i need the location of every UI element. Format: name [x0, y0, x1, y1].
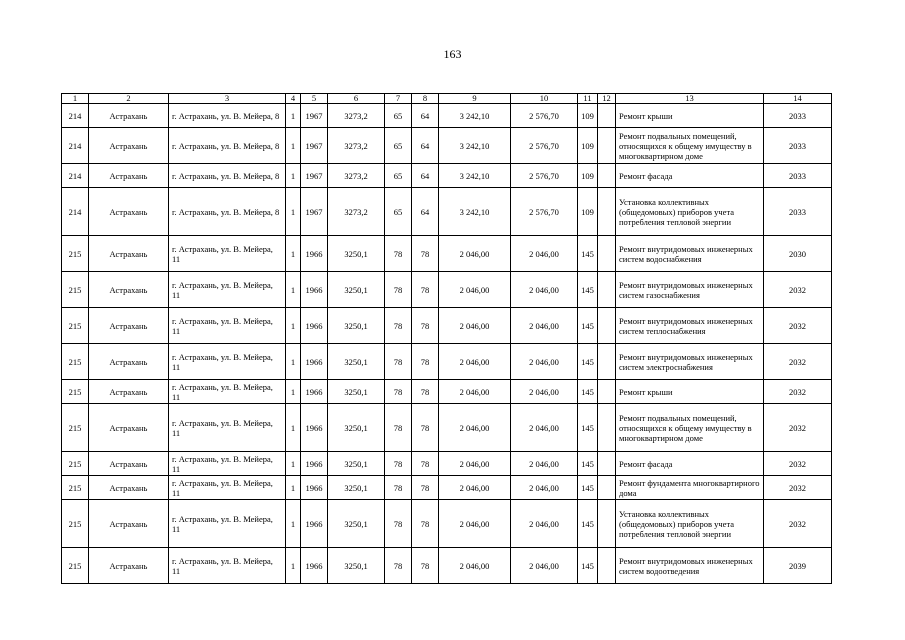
- cell-col8: 78: [412, 548, 439, 584]
- address: г. Астрахань, ул. В. Мейера, 11: [169, 236, 286, 272]
- cost-secondary: 2 046,00: [511, 404, 578, 452]
- cost-secondary: 2 576,70: [511, 104, 578, 128]
- total-area: 3250,1: [328, 500, 385, 548]
- column-header: 8: [412, 94, 439, 104]
- plan-year: 2033: [764, 128, 832, 164]
- cost-primary: 2 046,00: [439, 308, 511, 344]
- cell-col11: 145: [578, 548, 598, 584]
- cell-col7: 78: [385, 404, 412, 452]
- settlement: Астрахань: [89, 476, 169, 500]
- cell-col12: [598, 104, 616, 128]
- cost-secondary: 2 046,00: [511, 380, 578, 404]
- address: г. Астрахань, ул. В. Мейера, 11: [169, 344, 286, 380]
- cell-col4: 1: [286, 104, 301, 128]
- address: г. Астрахань, ул. В. Мейера, 11: [169, 308, 286, 344]
- plan-year: 2032: [764, 476, 832, 500]
- work-type: Ремонт фундамента многоквартирного дома: [616, 476, 764, 500]
- plan-year: 2033: [764, 164, 832, 188]
- total-area: 3250,1: [328, 308, 385, 344]
- cost-primary: 3 242,10: [439, 128, 511, 164]
- address: г. Астрахань, ул. В. Мейера, 11: [169, 452, 286, 476]
- cell-col7: 65: [385, 188, 412, 236]
- build-year: 1967: [301, 164, 328, 188]
- record-number: 215: [62, 380, 89, 404]
- work-type: Ремонт подвальных помещений, относящихся к общему имуществу в многоквартирном доме: [616, 128, 764, 164]
- address: г. Астрахань, ул. В. Мейера, 11: [169, 500, 286, 548]
- address: г. Астрахань, ул. В. Мейера, 11: [169, 404, 286, 452]
- total-area: 3250,1: [328, 380, 385, 404]
- cell-col12: [598, 188, 616, 236]
- cost-secondary: 2 046,00: [511, 236, 578, 272]
- table-row: [62, 404, 832, 452]
- cell-col4: 1: [286, 272, 301, 308]
- cell-col7: 78: [385, 380, 412, 404]
- work-type: Ремонт внутридомовых инженерных систем водоотведения: [616, 548, 764, 584]
- settlement: Астрахань: [89, 344, 169, 380]
- work-type: Ремонт внутридомовых инженерных систем электроснабжения: [616, 344, 764, 380]
- build-year: 1966: [301, 308, 328, 344]
- table-row: [62, 104, 832, 128]
- work-type: Ремонт внутридомовых инженерных систем теплоснабжения: [616, 308, 764, 344]
- cost-primary: 2 046,00: [439, 236, 511, 272]
- cell-col4: 1: [286, 344, 301, 380]
- cell-col8: 64: [412, 104, 439, 128]
- cell-col11: 109: [578, 164, 598, 188]
- record-number: 214: [62, 104, 89, 128]
- cell-col11: 109: [578, 104, 598, 128]
- cell-col4: 1: [286, 236, 301, 272]
- cell-col8: 64: [412, 164, 439, 188]
- cell-col8: 78: [412, 272, 439, 308]
- column-header: 11: [578, 94, 598, 104]
- column-header: 5: [301, 94, 328, 104]
- cost-secondary: 2 576,70: [511, 188, 578, 236]
- record-number: 214: [62, 128, 89, 164]
- cell-col4: 1: [286, 500, 301, 548]
- plan-year: 2030: [764, 236, 832, 272]
- cell-col12: [598, 476, 616, 500]
- cell-col7: 65: [385, 128, 412, 164]
- cell-col12: [598, 452, 616, 476]
- table-row: [62, 500, 832, 548]
- column-header: 6: [328, 94, 385, 104]
- cost-primary: 2 046,00: [439, 344, 511, 380]
- cell-col12: [598, 308, 616, 344]
- plan-year: 2032: [764, 404, 832, 452]
- settlement: Астрахань: [89, 404, 169, 452]
- column-header: 10: [511, 94, 578, 104]
- address: г. Астрахань, ул. В. Мейера, 11: [169, 548, 286, 584]
- cell-col12: [598, 404, 616, 452]
- column-header: 13: [616, 94, 764, 104]
- record-number: 215: [62, 308, 89, 344]
- cell-col11: 145: [578, 452, 598, 476]
- cell-col11: 145: [578, 404, 598, 452]
- build-year: 1967: [301, 128, 328, 164]
- cell-col4: 1: [286, 548, 301, 584]
- address: г. Астрахань, ул. В. Мейера, 8: [169, 128, 286, 164]
- work-type: Ремонт фасада: [616, 452, 764, 476]
- cell-col8: 78: [412, 308, 439, 344]
- table-row: [62, 344, 832, 380]
- cost-primary: 3 242,10: [439, 188, 511, 236]
- cell-col4: 1: [286, 128, 301, 164]
- total-area: 3250,1: [328, 548, 385, 584]
- table-row: [62, 452, 832, 476]
- cell-col12: [598, 344, 616, 380]
- cost-primary: 2 046,00: [439, 476, 511, 500]
- cost-secondary: 2 576,70: [511, 164, 578, 188]
- table-row: [62, 476, 832, 500]
- settlement: Астрахань: [89, 548, 169, 584]
- cost-primary: 2 046,00: [439, 548, 511, 584]
- table-row: [62, 164, 832, 188]
- address: г. Астрахань, ул. В. Мейера, 8: [169, 104, 286, 128]
- cell-col12: [598, 380, 616, 404]
- cell-col12: [598, 236, 616, 272]
- work-type: Установка коллективных (общедомовых) приборов учета потребления тепловой энергии: [616, 188, 764, 236]
- cost-primary: 3 242,10: [439, 104, 511, 128]
- work-type: Ремонт фасада: [616, 164, 764, 188]
- record-number: 215: [62, 236, 89, 272]
- settlement: Астрахань: [89, 188, 169, 236]
- build-year: 1966: [301, 344, 328, 380]
- plan-year: 2033: [764, 188, 832, 236]
- settlement: Астрахань: [89, 236, 169, 272]
- plan-year: 2032: [764, 500, 832, 548]
- record-number: 215: [62, 272, 89, 308]
- build-year: 1966: [301, 476, 328, 500]
- build-year: 1966: [301, 500, 328, 548]
- column-header: 4: [286, 94, 301, 104]
- total-area: 3273,2: [328, 128, 385, 164]
- column-header: 1: [62, 94, 89, 104]
- cell-col12: [598, 500, 616, 548]
- cell-col7: 78: [385, 476, 412, 500]
- plan-year: 2032: [764, 308, 832, 344]
- build-year: 1966: [301, 380, 328, 404]
- table-row: [62, 380, 832, 404]
- cell-col12: [598, 164, 616, 188]
- cell-col4: 1: [286, 452, 301, 476]
- cell-col8: 78: [412, 452, 439, 476]
- cell-col11: 145: [578, 344, 598, 380]
- cell-col7: 78: [385, 308, 412, 344]
- plan-year: 2032: [764, 272, 832, 308]
- cell-col12: [598, 272, 616, 308]
- total-area: 3273,2: [328, 188, 385, 236]
- cost-primary: 3 242,10: [439, 164, 511, 188]
- page-number: 163: [443, 47, 462, 61]
- table-row: [62, 128, 832, 164]
- cell-col8: 78: [412, 404, 439, 452]
- build-year: 1967: [301, 188, 328, 236]
- plan-year: 2032: [764, 380, 832, 404]
- cell-col8: 78: [412, 344, 439, 380]
- cell-col4: 1: [286, 308, 301, 344]
- cell-col7: 78: [385, 452, 412, 476]
- settlement: Астрахань: [89, 164, 169, 188]
- total-area: 3250,1: [328, 272, 385, 308]
- cell-col11: 145: [578, 380, 598, 404]
- column-header: 2: [89, 94, 169, 104]
- plan-year: 2039: [764, 548, 832, 584]
- work-type: Ремонт внутридомовых инженерных систем газоснабжения: [616, 272, 764, 308]
- build-year: 1967: [301, 104, 328, 128]
- table-row: [62, 188, 832, 236]
- record-number: 215: [62, 500, 89, 548]
- table-row: [62, 548, 832, 584]
- cost-primary: 2 046,00: [439, 452, 511, 476]
- cost-secondary: 2 046,00: [511, 548, 578, 584]
- plan-year: 2032: [764, 344, 832, 380]
- record-number: 215: [62, 476, 89, 500]
- settlement: Астрахань: [89, 128, 169, 164]
- record-number: 214: [62, 188, 89, 236]
- total-area: 3250,1: [328, 236, 385, 272]
- record-number: 215: [62, 548, 89, 584]
- cell-col11: 145: [578, 476, 598, 500]
- cell-col8: 78: [412, 380, 439, 404]
- cell-col11: 145: [578, 500, 598, 548]
- settlement: Астрахань: [89, 272, 169, 308]
- total-area: 3250,1: [328, 476, 385, 500]
- column-header: 12: [598, 94, 616, 104]
- total-area: 3273,2: [328, 104, 385, 128]
- cost-primary: 2 046,00: [439, 404, 511, 452]
- plan-year: 2033: [764, 104, 832, 128]
- cost-secondary: 2 046,00: [511, 452, 578, 476]
- cell-col4: 1: [286, 164, 301, 188]
- cost-secondary: 2 046,00: [511, 476, 578, 500]
- total-area: 3250,1: [328, 404, 385, 452]
- build-year: 1966: [301, 272, 328, 308]
- work-type: Установка коллективных (общедомовых) приборов учета потребления тепловой энергии: [616, 500, 764, 548]
- table-body: [62, 94, 832, 584]
- cost-secondary: 2 046,00: [511, 272, 578, 308]
- cell-col4: 1: [286, 476, 301, 500]
- build-year: 1966: [301, 548, 328, 584]
- settlement: Астрахань: [89, 380, 169, 404]
- cell-col7: 78: [385, 272, 412, 308]
- settlement: Астрахань: [89, 308, 169, 344]
- work-type: Ремонт крыши: [616, 104, 764, 128]
- cell-col11: 145: [578, 236, 598, 272]
- cost-secondary: 2 046,00: [511, 344, 578, 380]
- record-number: 214: [62, 164, 89, 188]
- cost-secondary: 2 576,70: [511, 128, 578, 164]
- cell-col12: [598, 128, 616, 164]
- cost-primary: 2 046,00: [439, 380, 511, 404]
- column-header: 3: [169, 94, 286, 104]
- build-year: 1966: [301, 452, 328, 476]
- address: г. Астрахань, ул. В. Мейера, 11: [169, 380, 286, 404]
- settlement: Астрахань: [89, 104, 169, 128]
- work-type: Ремонт внутридомовых инженерных систем водоснабжения: [616, 236, 764, 272]
- total-area: 3273,2: [328, 164, 385, 188]
- address: г. Астрахань, ул. В. Мейера, 8: [169, 188, 286, 236]
- cell-col7: 78: [385, 236, 412, 272]
- cell-col12: [598, 548, 616, 584]
- table-row: [62, 308, 832, 344]
- work-type: Ремонт крыши: [616, 380, 764, 404]
- cell-col8: 64: [412, 188, 439, 236]
- cell-col7: 78: [385, 548, 412, 584]
- address: г. Астрахань, ул. В. Мейера, 11: [169, 476, 286, 500]
- plan-year: 2032: [764, 452, 832, 476]
- cost-secondary: 2 046,00: [511, 500, 578, 548]
- cell-col7: 78: [385, 500, 412, 548]
- table-row: [62, 236, 832, 272]
- cell-col11: 145: [578, 272, 598, 308]
- cell-col7: 65: [385, 164, 412, 188]
- registry-table: [61, 93, 832, 584]
- cell-col8: 78: [412, 500, 439, 548]
- cost-primary: 2 046,00: [439, 272, 511, 308]
- settlement: Астрахань: [89, 500, 169, 548]
- cell-col11: 109: [578, 188, 598, 236]
- cell-col7: 78: [385, 344, 412, 380]
- address: г. Астрахань, ул. В. Мейера, 8: [169, 164, 286, 188]
- record-number: 215: [62, 452, 89, 476]
- record-number: 215: [62, 344, 89, 380]
- settlement: Астрахань: [89, 452, 169, 476]
- cell-col4: 1: [286, 188, 301, 236]
- address: г. Астрахань, ул. В. Мейера, 11: [169, 272, 286, 308]
- cell-col4: 1: [286, 404, 301, 452]
- cell-col4: 1: [286, 380, 301, 404]
- cell-col11: 145: [578, 308, 598, 344]
- build-year: 1966: [301, 404, 328, 452]
- work-type: Ремонт подвальных помещений, относящихся к общему имуществу в многоквартирном доме: [616, 404, 764, 452]
- build-year: 1966: [301, 236, 328, 272]
- column-number-row: [62, 94, 832, 104]
- cost-secondary: 2 046,00: [511, 308, 578, 344]
- total-area: 3250,1: [328, 452, 385, 476]
- column-header: 14: [764, 94, 832, 104]
- cell-col8: 64: [412, 128, 439, 164]
- cell-col7: 65: [385, 104, 412, 128]
- record-number: 215: [62, 404, 89, 452]
- cell-col8: 78: [412, 476, 439, 500]
- column-header: 7: [385, 94, 412, 104]
- cost-primary: 2 046,00: [439, 500, 511, 548]
- total-area: 3250,1: [328, 344, 385, 380]
- cell-col11: 109: [578, 128, 598, 164]
- column-header: 9: [439, 94, 511, 104]
- cell-col8: 78: [412, 236, 439, 272]
- table-row: [62, 272, 832, 308]
